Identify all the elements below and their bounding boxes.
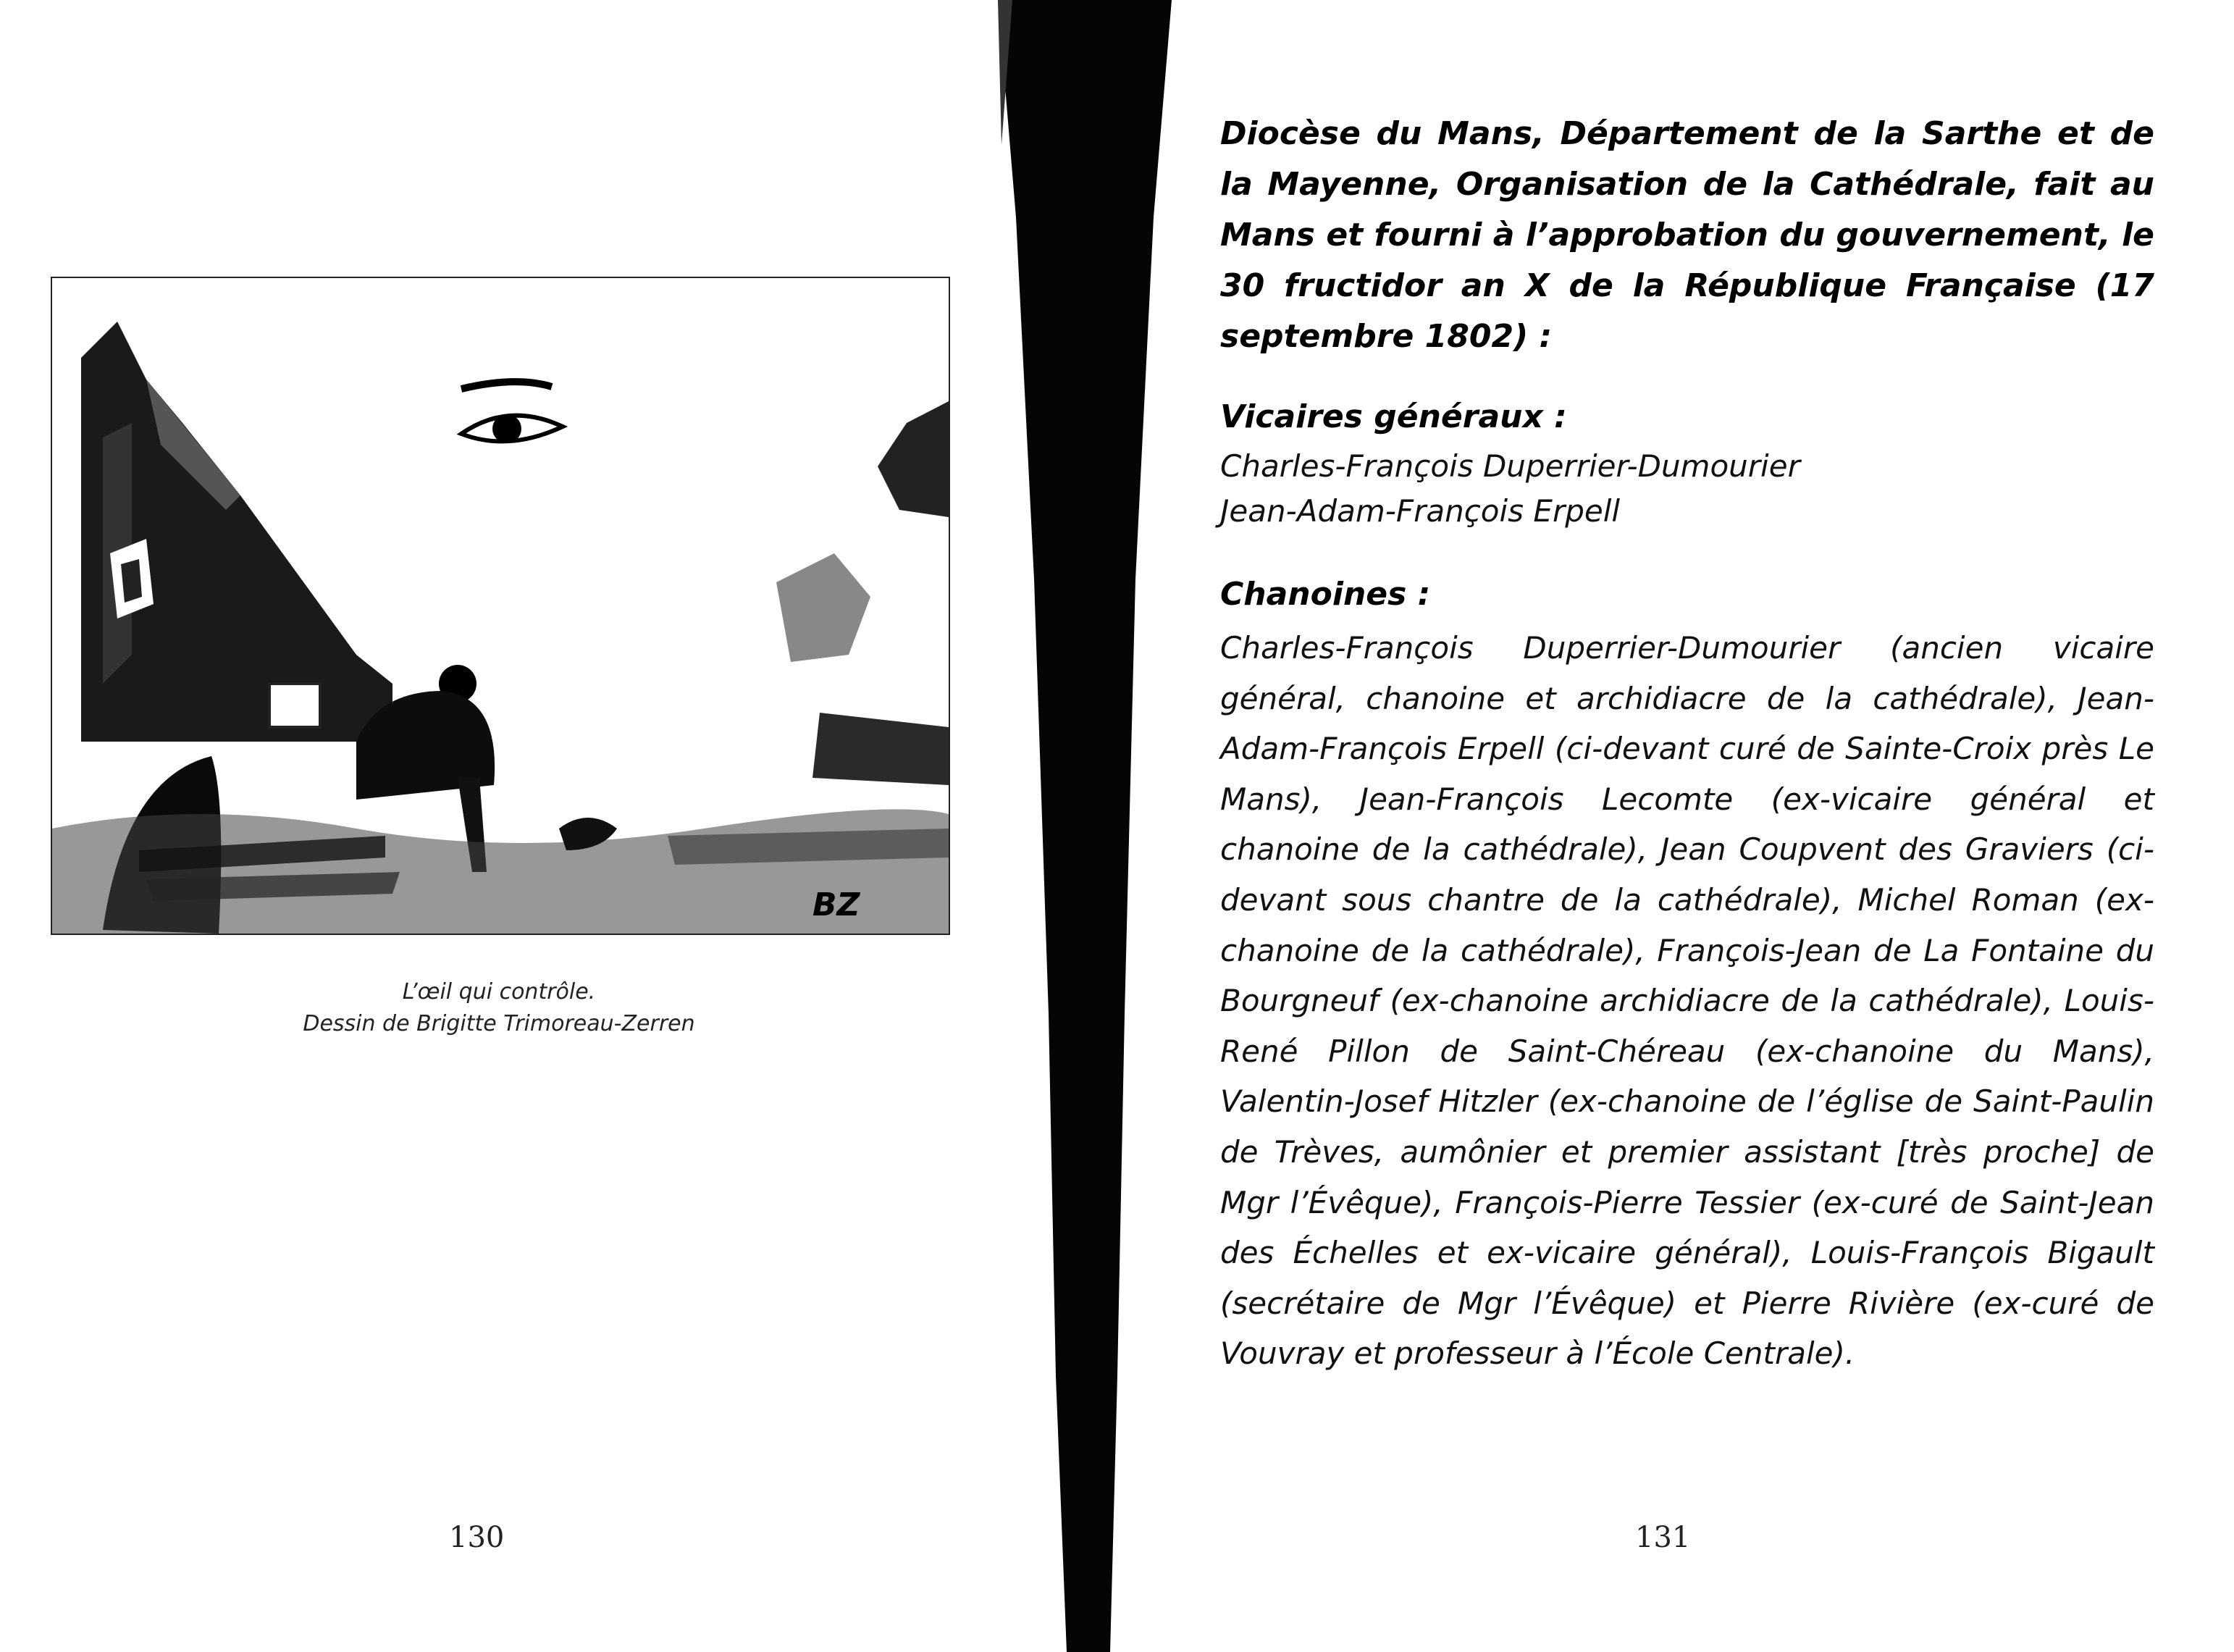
book-gutter-shadow xyxy=(998,0,1172,1652)
figure-caption-title: L’œil qui contrôle. xyxy=(402,979,596,1005)
svg-text:BZ: BZ xyxy=(812,886,860,923)
chanoines-paragraph: Charles-François Duperrier-Dumourier (ancien vicaire général, chanoine et archidiacre de la cathédrale), Jean-Adam-François Erpell (ci-devant curé de Sainte-Croix près Le Mans), Jean-François Lecomte (ex-vicaire général et chanoine de la cathédrale), Jean Coupvent des Graviers (ci-devant sous chantre de la cathédrale), Michel Roman (ex-chanoine de la cathédrale), François-Jean de La Fontaine du Bourgneuf (ex-chanoine archidiacre de la cathédrale), Louis-René Pillon de Saint-Chéreau (ex-chanoine du Mans), Valentin-Josef Hitzler (ex-chanoine de l’église de Saint-Paulin de Trèves, aumônier et premier assistant [très proche] de Mgr l’Évêque), François-Pierre Tessier (ex-curé de Saint-Jean des Échelles et ex-vicaire général), Louis-François Bigault (secrétaire de Mgr l’Évêque) et Pierre Rivière (ex-curé de Vouvray et professeur à l’École Centrale). xyxy=(1220,630,2154,1372)
ink-drawing-eye-icon xyxy=(52,278,949,934)
section-title-vicaires: Vicaires généraux : xyxy=(1220,398,1567,435)
section-title-chanoines: Chanoines : xyxy=(1220,576,1431,613)
figure-caption-credit: Dessin de Brigitte Trimoreau-Zerren xyxy=(303,1011,695,1036)
document-heading: Diocèse du Mans, Département de la Sarthe et de la Mayenne, Organisation de la Cathédrale, fait au Mans et fourni à l’approbation du gouvernement, le 30 fructidor an X de la République Française (17 septembre 1802) : xyxy=(1220,115,2154,355)
page-number-left: 130 xyxy=(449,1521,505,1554)
right-page xyxy=(1151,0,2234,1652)
vicaire-name: Charles-François Duperrier-Dumourier xyxy=(1220,448,1800,484)
left-page xyxy=(0,0,999,1652)
drawing-figure xyxy=(51,277,950,935)
vicaire-name: Jean-Adam-François Erpell xyxy=(1220,493,1621,529)
page-number-right: 131 xyxy=(1635,1521,1691,1554)
vicaires-list xyxy=(1220,444,2154,534)
